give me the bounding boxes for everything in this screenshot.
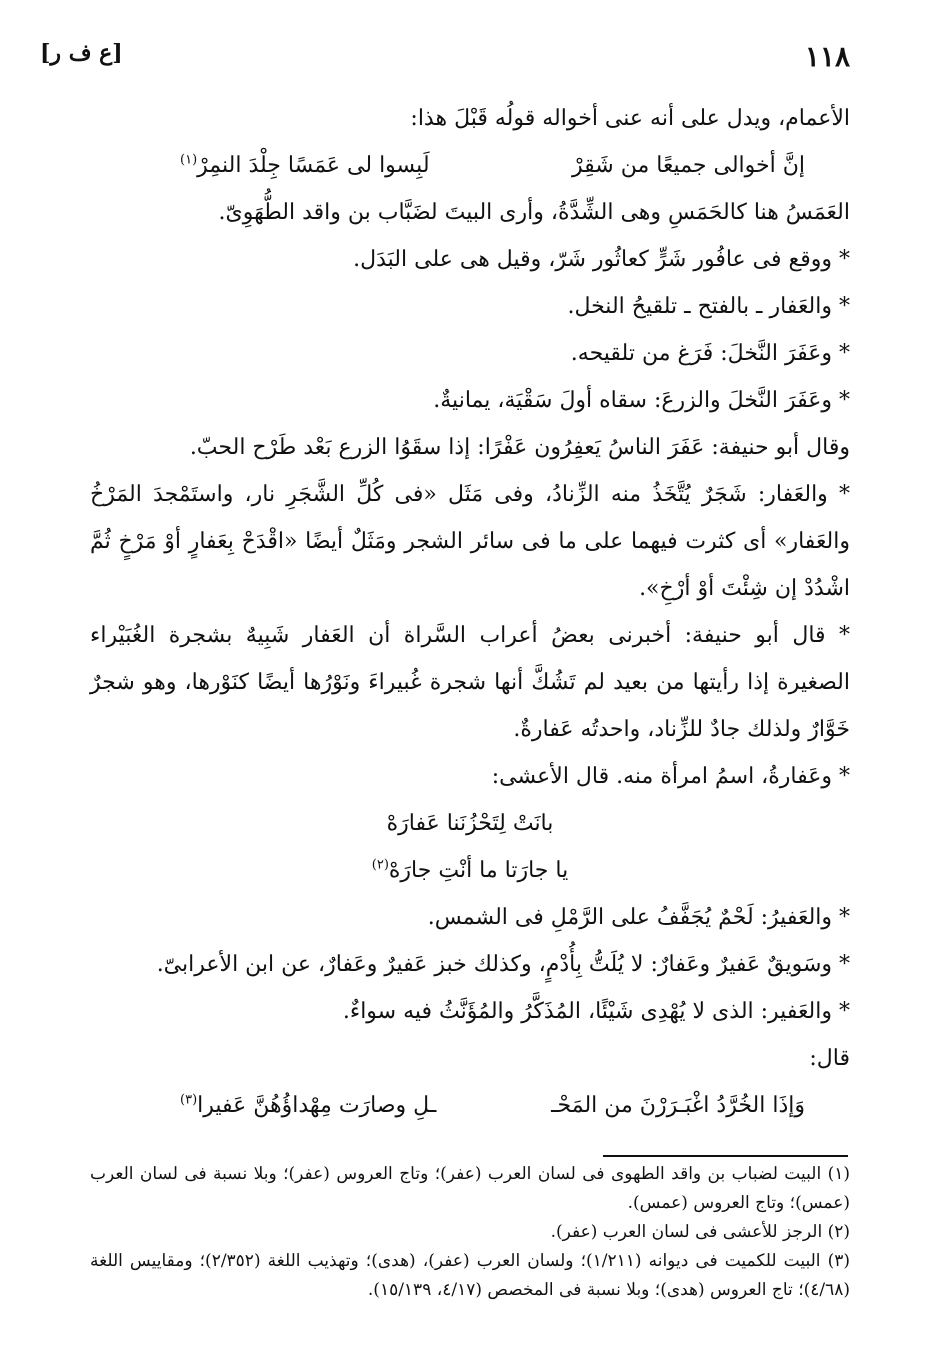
footnote: (٢) الرجز للأعشى فى لسان العرب (عفر). [550,1222,850,1242]
verse-first-hemistich: إنَّ أخوالى جميعًا من شَقِرْ [572,153,805,178]
footnote-ref: (١) [180,152,198,168]
entry: * قال أبو حنيفة: أخبرنى بعضُ أعراب السَّراة أن العَفار شَبِيهٌ بشجرة الغُبَيْراء الصغيرة إذا رأيتها من بعيد لم تَشُكَّ أنها شجرة غُبيراءَ ونَوْرُها أيضًا كنَوْرها، وهو شجرٌ خَوَّارٌ ولذلك جادٌ للزِّناد، واحدتُه عَفارةٌ. [90,623,850,742]
verse-line [90,142,850,189]
verse-first-hemistich: وَإذَا الخُرَّدُ اغْبَـرَرْنَ من المَحْـ [551,1093,805,1118]
entry: * والعَفير: الذى لا يُهْدِى شَيْئًا، المُذَكَّرُ والمُؤَنَّثُ فيه سواءٌ. [342,999,850,1024]
main-text [90,95,850,1129]
entry: * وعَفَرَ النَّخلَ: فَرَغ من تلقيحه. [570,341,850,366]
entry: * والعَفار: شَجَرٌ يُتَّخَذُ منه الزِّنادُ، وفى مَثَل «فى كُلِّ الشَّجَرِ نار، واستَمْجدَ المَرْخُ والعَفار» أى كثرت فيهما على ما فى سائر الشجر ومَثَلٌ أيضًا «اقْدَحْ بِعَفارٍ أوْ مَرْخٍ ثُمَّ اشْدُدْ إن شِئْتَ أوْ أرْخِ». [90,482,850,601]
entry: * ووقع فى عافُور شَرٍّ كعاثُور شَرّ، وقيل هى على البَدَل. [353,247,850,272]
footnotes [90,1160,850,1305]
footnote: (١) البيت لضباب بن واقد الطهوى فى لسان العرب (عفر)؛ وتاج العروس (عفر)؛ وبلا نسبة فى لسان العرب (عمس)؛ وتاج العروس (عمس). [90,1164,850,1213]
footnote-divider [603,1155,848,1157]
verse-second-hemistich: لَبِسوا لى عَمَسًا جِلْدَ النمِرْ$^{(١)}$ [180,152,430,178]
paragraph: وقال أبو حنيفة: عَفَرَ الناسُ يَعفِرُون عَفْرًا: إذا سقَوُا الزرع بَعْد طَرْح الحبّ. [189,435,850,460]
paragraph: قال: [809,1046,850,1071]
rajaz-line: يا جارَتا ما أنْتِ جارَهْ$^{(٢)}$ [371,857,569,883]
entry: * وعَفَرَ النَّخلَ والزرعَ: سقاه أولَ سَقْيَة، يمانيةٌ. [433,388,850,413]
entry: * والعَفيرُ: لَحْمٌ يُجَفَّفُ على الرَّمْلِ فى الشمس. [427,905,850,930]
paragraph: العَمَسُ هنا كالحَمَسِ وهى الشِّدَّةُ، وأرى البيتَ لضَبَّاب بن واقد الطُّهَوِىّ. [218,200,850,225]
footnote: (٣) البيت للكميت فى ديوانه (١/٢١١)؛ ولسان العرب (عفر)، (هدى)؛ وتهذيب اللغة (٢/٣٥٢)؛ ومقاييس اللغة (٤/٦٨)؛ تاج العروس (هدى)؛ وبلا نسبة فى المخصص (٤/١٧، ١٥/١٣٩). [90,1251,850,1300]
entry: * وعَفارةُ، اسمُ امرأة منه. قال الأعشى: [491,764,850,789]
page-number: ١١٨ [804,40,850,73]
entry: * وسَويقٌ عَفيرٌ وعَفارٌ: لا يُلَتُّ بِأُدْمٍ، وكذلك خبز عَفيرٌ وعَفارٌ، عن ابن الأعرابىّ. [156,952,850,977]
root-letters-tag: [ع ف ر] [40,40,123,66]
entry: * والعَفار ـ بالفتح ـ تلقيحُ النخل. [567,294,850,319]
paragraph: الأعمام، ويدل على أنه عنى أخواله قولُه قَبْلَ هذا: [410,106,850,131]
verse-second-hemistich: ـلِ وصارَت مِهْداؤُهُنَّ عَفيرا$^{(٣)}$ [180,1092,437,1118]
footnote-ref: (٣) [180,1092,198,1108]
page-header [40,38,850,78]
footnote-ref: (٢) [371,857,389,873]
verse-line [90,1082,850,1129]
rajaz-line: بانَتْ لِتَحْزُنَنا عَفارَهْ [386,811,554,836]
